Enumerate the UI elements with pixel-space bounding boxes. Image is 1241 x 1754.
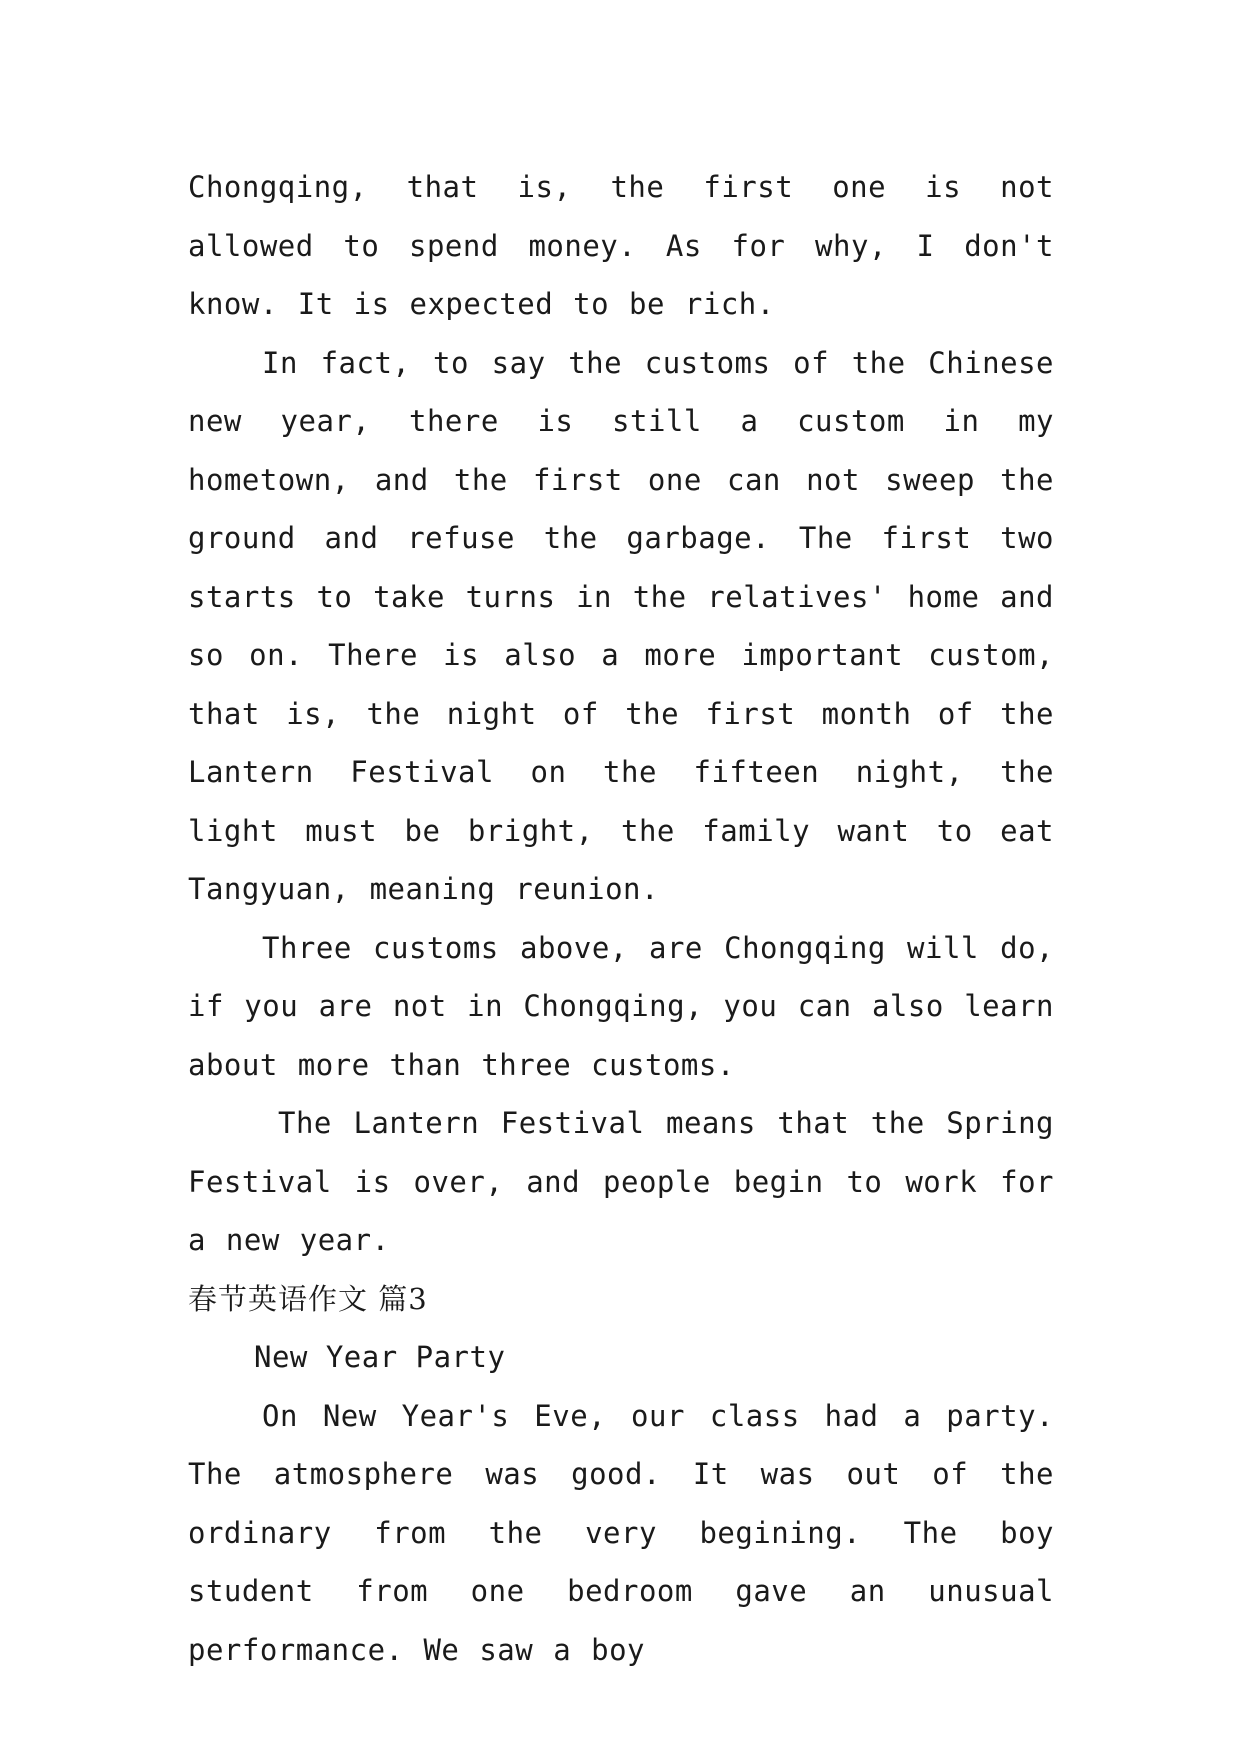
paragraph-chongqing-money: Chongqing, that is, the first one is not allowed to spend money. As for why, I don't know. It is expected to be rich. (188, 170, 1054, 321)
essay-title: New Year Party (254, 1340, 506, 1374)
paragraph-hometown-custom: In fact, to say the customs of the Chinese new year, there is still a custom in my hometown, and the first one can not sweep the ground and refuse the garbage. The first two starts to take turns in the relatives' home and so on. There is also a more important custom, that is, the night of the first month of the Lantern Festival on the fifteen night, the light must be bright, the family want to eat Tangyuan, meaning reunion. (188, 345, 1054, 906)
paragraph-new-years-eve: On New Year's Eve, our class had a party. The atmosphere was good. It was out of the ordinary from the very begining. The boy student from one bedroom gave an unusual performance. We saw a boy (188, 1398, 1054, 1667)
paragraph-three-customs: Three customs above, are Chongqing will do, if you are not in Chongqing, you can also learn about more than three customs. (188, 930, 1054, 1082)
document-page (188, 158, 1054, 1679)
paragraph-lantern-festival: The Lantern Festival means that the Spring Festival is over, and people begin to work for a new year. (188, 1106, 1054, 1257)
section-heading: 春节英语作文 篇3 (188, 1281, 428, 1316)
